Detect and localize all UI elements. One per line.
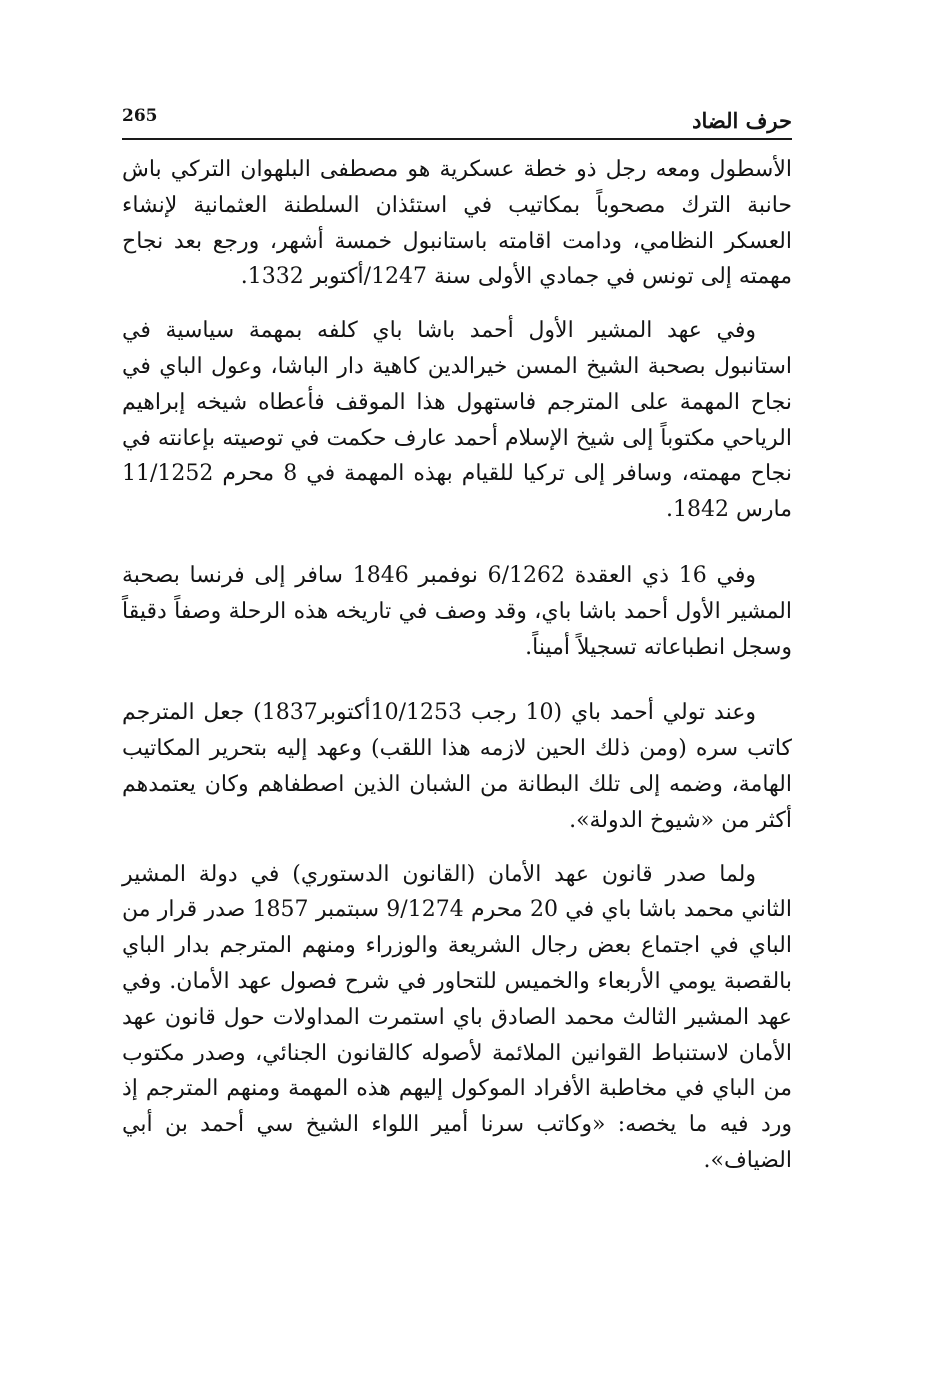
paragraph-2: وفي عهد المشير الأول أحمد باشا باي كلفه بمهمة سياسية في استانبول بصحبة الشيخ المسن خيرالدين كاهية دار الباشا، وعول الباي في نجاح المهمة على المترجم فاستهول هذا الموقف فأعطاه شيخه إبراهيم الرياحي مكتوباً إلى شيخ الإسلام أحمد عارف حكمت في توصيته بإعانته في نجاح مهمته، وسافر إلى تركيا للقيام بهذه المهمة في 8 محرم 11/1252 مارس 1842. <box>122 318 792 523</box>
paragraph-5: ولما صدر قانون عهد الأمان (القانون الدستوري) في دولة المشير الثاني محمد باشا باي في 20 محرم 9/1274 سبتمبر 1857 صدر قرار من الباي في اجتماع بعض رجال الشريعة والوزراء ومنهم المترجم بدار الباي بالقصبة يومي الأربعاء والخميس للتحاور في شرح فصول عهد الأمان. وفي عهد المشير الثالث محمد الصادق باي استمرت المداولات حول قانون عهد الأمان لاستنباط القوانين الملائمة لأصوله كالقانون الجنائي، وصدر مكتوب من الباي في مخاطبة الأفراد الموكول إليهم هذه المهمة ومنهم المترجم إذ ورد فيه ما يخصه: «وكاتب سرنا أمير اللواء الشيخ سي أحمد بن أبي الضياف». <box>122 861 792 1173</box>
paragraph-3: وفي 16 ذي العقدة 6/1262 نوفمبر 1846 سافر إلى فرنسا بصحبة المشير الأول أحمد باشا باي، وقد وصف في تاريخه هذه الرحلة وصفاً دقيقاً وسجل انطباعاته تسجيلاً أميناً. <box>122 562 792 660</box>
page-header <box>122 104 792 140</box>
running-title: حرف الضاد <box>692 108 792 133</box>
body-text <box>122 152 792 1179</box>
paragraph-1: الأسطول ومعه رجل ذو خطة عسكرية هو مصطفى البلهوان التركي باش حانبة الترك مصحوباً بمكاتيب في استئذان السلطنة العثمانية لإنشاء العسكر النظامي، ودامت اقامته باستانبول خمسة أشهر، ورجع بعد نجاح مهمته إلى تونس في جمادي الأولى سنة 1247/أكتوبر 1332. <box>122 157 792 290</box>
paragraph-4: وعند تولي أحمد باي (10 رجب 10/1253أكتوبر1837) جعل المترجم كاتب سره (ومن ذلك الحين لازمه هذا اللقب) وعهد إليه بتحرير المكاتيب الهامة، وضمه إلى تلك البطانة من الشبان الذين اصطفاهم وكان يعتمدهم أكثر من «شيوخ الدولة». <box>122 700 792 833</box>
page-number: 265 <box>122 106 158 126</box>
